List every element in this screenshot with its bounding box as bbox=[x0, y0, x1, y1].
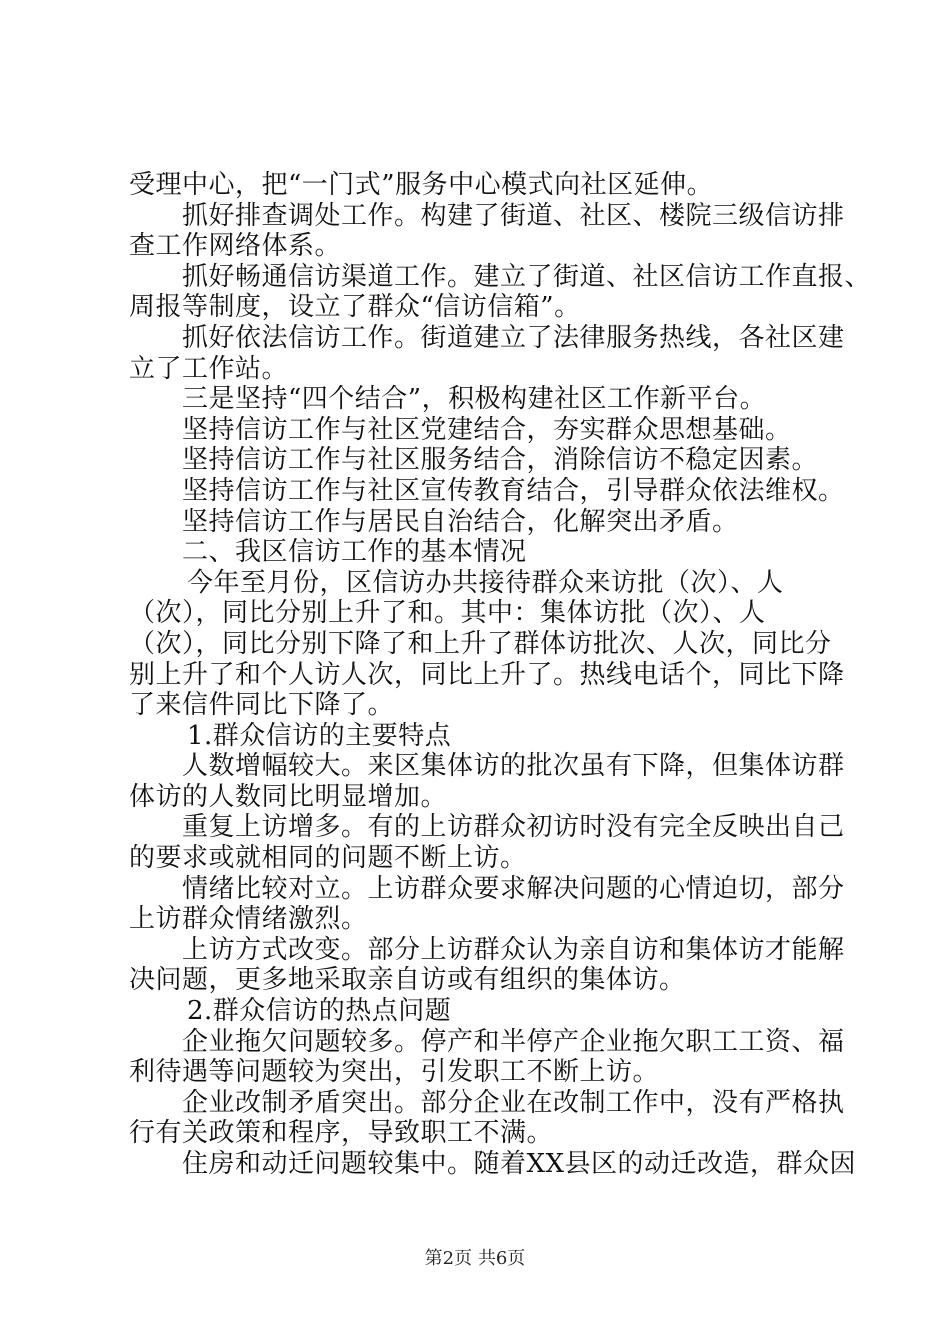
text-line: 今年至月份，区信访办共接待群众来访批（次）、人 bbox=[187, 567, 784, 598]
text-line: （次），同比分别下降了和上升了群体访批次、人次，同比分 bbox=[129, 628, 832, 659]
text-line: 企业改制矛盾突出。部分企业在改制工作中，没有严格执 bbox=[182, 1087, 845, 1118]
text-line: （次），同比分别上升了和。其中：集体访批（次）、人 bbox=[129, 598, 766, 629]
page-number-footer: 第2页 共6页 bbox=[424, 1248, 526, 1269]
subsection-heading: 2.群众信访的热点问题 bbox=[187, 996, 452, 1027]
text-line: 行有关政策和程序，导致职工不满。 bbox=[129, 1118, 554, 1149]
text-line: 别上升了和个人访人次，同比上升了。热线电话个，同比下降 bbox=[129, 659, 845, 690]
section-heading: 二、我区信访工作的基本情况 bbox=[182, 537, 527, 568]
text-line: 坚持信访工作与社区服务结合，消除信访不稳定因素。 bbox=[182, 445, 819, 476]
text-line: 周报等制度，设立了群众“信访信箱”。 bbox=[129, 292, 581, 323]
text-line: 人数增幅较大。来区集体访的批次虽有下降，但集体访群 bbox=[182, 751, 845, 782]
text-line: 重复上访增多。有的上访群众初访时没有完全反映出自己 bbox=[182, 812, 845, 843]
text-line: 坚持信访工作与社区党建结合，夯实群众思想基础。 bbox=[182, 414, 792, 445]
text-line: 住房和动迁问题较集中。随着XX县区的动迁改造，群众因 bbox=[182, 1149, 857, 1179]
text-line: 抓好畅通信访渠道工作。建立了街道、社区信访工作直报、 bbox=[182, 261, 872, 292]
text-line: 了来信件同比下降了。 bbox=[129, 690, 395, 721]
document-body bbox=[129, 170, 872, 1180]
text-line: 查工作网络体系。 bbox=[129, 231, 342, 262]
text-line: 立了工作站。 bbox=[129, 353, 289, 384]
subsection-heading: 1.群众信访的主要特点 bbox=[187, 720, 452, 751]
text-line: 上访群众情绪激烈。 bbox=[129, 904, 368, 935]
text-line: 利待遇等问题较为突出，引发职工不断上访。 bbox=[129, 1057, 660, 1088]
text-line: 抓好依法信访工作。街道建立了法律服务热线，各社区建 bbox=[182, 322, 845, 353]
text-line: 决问题，更多地采取亲自访或有组织的集体访。 bbox=[129, 965, 686, 996]
text-line: 企业拖欠问题较多。停产和半停产企业拖欠职工工资、福 bbox=[182, 1026, 845, 1057]
text-line: 上访方式改变。部分上访群众认为亲自访和集体访才能解 bbox=[182, 934, 845, 965]
text-line: 的要求或就相同的问题不断上访。 bbox=[129, 843, 527, 874]
text-line: 受理中心，把“一门式”服务中心模式向社区延伸。 bbox=[129, 170, 714, 200]
text-line: 体访的人数同比明显增加。 bbox=[129, 781, 448, 812]
text-line: 坚持信访工作与居民自治结合，化解突出矛盾。 bbox=[182, 506, 739, 537]
text-line: 三是坚持“四个结合”，积极构建社区工作新平台。 bbox=[182, 384, 767, 415]
text-line: 抓好排查调处工作。构建了街道、社区、楼院三级信访排 bbox=[182, 200, 845, 231]
text-line: 坚持信访工作与社区宣传教育结合，引导群众依法维权。 bbox=[182, 475, 845, 506]
text-line: 情绪比较对立。上访群众要求解决问题的心情迫切，部分 bbox=[182, 873, 845, 904]
